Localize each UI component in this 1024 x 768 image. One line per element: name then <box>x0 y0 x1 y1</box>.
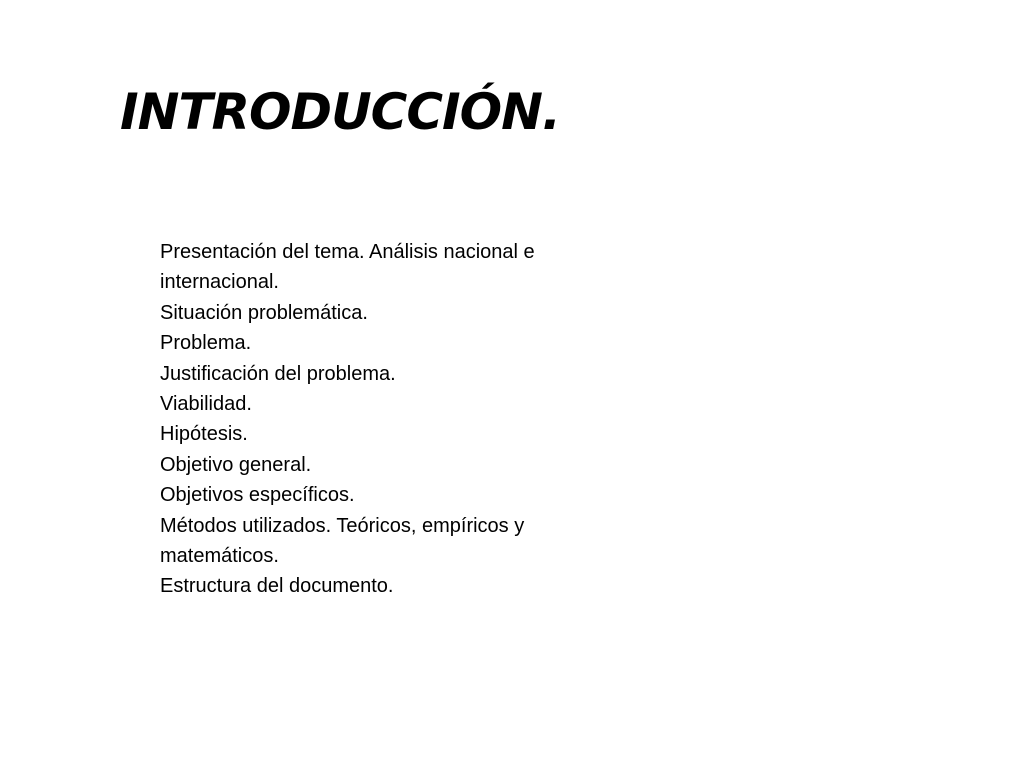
list-item: Hipótesis. <box>160 423 248 446</box>
list-item: Justificación del problema. <box>160 362 396 385</box>
list-item: Problema. <box>160 332 252 355</box>
slide-title: INTRODUCCIÓN. <box>120 83 561 141</box>
list-item: Viabilidad. <box>160 393 252 416</box>
list-item: Objetivo general. <box>160 453 312 476</box>
content-list <box>160 237 620 602</box>
list-item: Métodos utilizados. Teóricos, empíricos y matemáticos. <box>160 514 525 568</box>
list-item: Situación problemática. <box>160 301 368 324</box>
list-item: Estructura del documento. <box>160 575 394 598</box>
list-item: Presentación del tema. Análisis nacional e internacional. <box>160 241 535 294</box>
list-item: Objetivos específicos. <box>160 484 355 507</box>
